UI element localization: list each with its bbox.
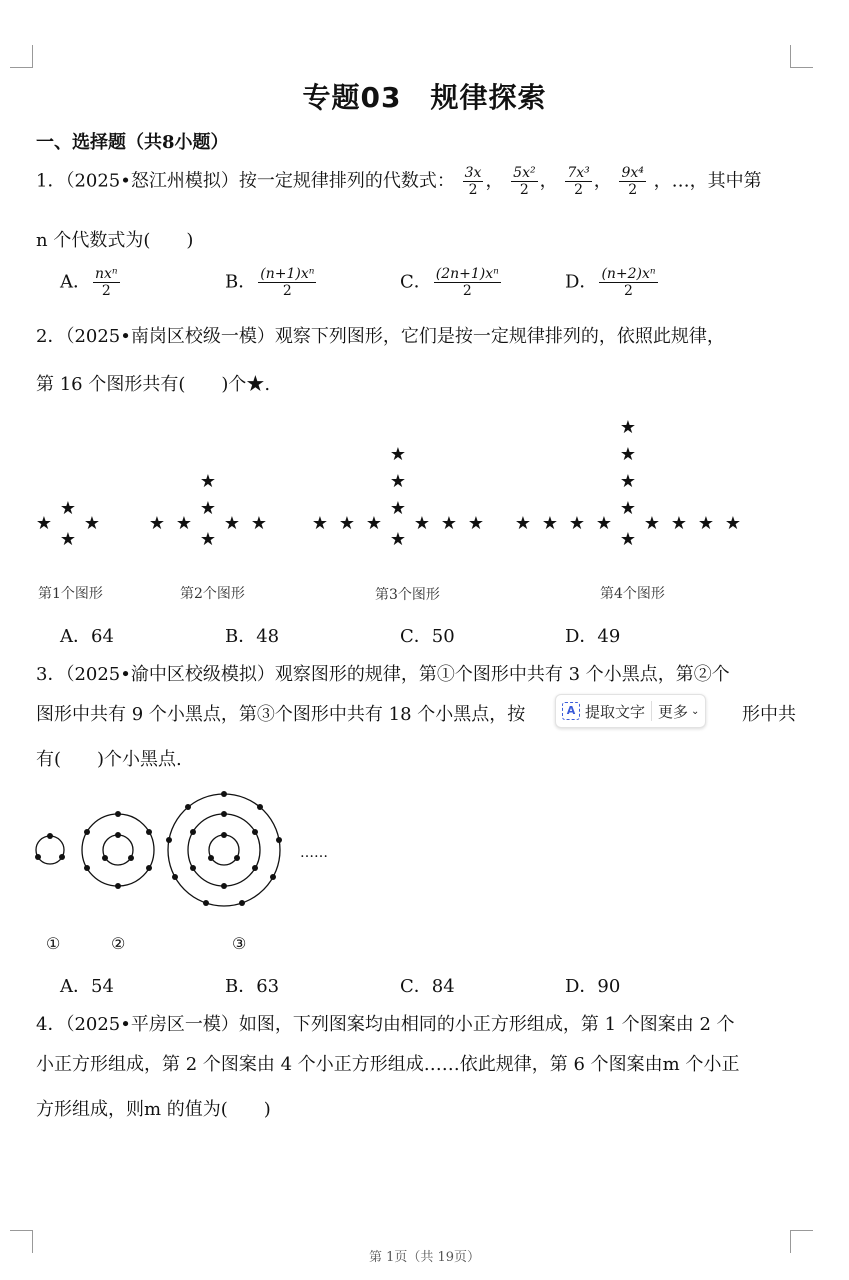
page-corner-mark <box>10 45 33 68</box>
star-icon: ★ <box>619 444 637 465</box>
page-corner-mark <box>790 45 813 68</box>
star-icon: ★ <box>389 498 407 519</box>
star-icon: ★ <box>595 513 613 534</box>
star-icon: ★ <box>199 498 217 519</box>
q1-line1: 1．（2025•怒江州模拟）按一定规律排列的代数式： $\frac{3x}{2}$ ， $\frac{\text{5x²}}{2}$ ， $\frac{\text{7x³}}{2}$ ， $\frac{\text{9x⁴}}{2}$ ，…，其中第 <box>36 165 762 199</box>
q2-option-d[interactable]: D．49 <box>565 626 621 647</box>
star-icon: ★ <box>389 444 407 465</box>
star-icon: ★ <box>643 513 661 534</box>
star-icon: ★ <box>250 513 268 534</box>
q1-option-d[interactable]: D． $\frac{\text{(n+2)xⁿ}}{2}$ <box>565 266 656 300</box>
star-icon: ★ <box>338 513 356 534</box>
star-icon: ★ <box>223 513 241 534</box>
star-icon: ★ <box>413 513 431 534</box>
extract-text-icon: A <box>562 702 580 720</box>
figure-caption: 第1个图形 <box>38 586 103 602</box>
figure-label: ③ <box>232 934 247 953</box>
figure-ellipsis: …… <box>300 845 328 861</box>
q1-term: $\frac{\text{5x²}}{2}$ <box>513 165 536 199</box>
star-icon: ★ <box>59 529 77 550</box>
star-icon: ★ <box>440 513 458 534</box>
figure-label: ② <box>111 934 126 953</box>
extract-text-button[interactable]: A 提取文字 <box>556 695 651 727</box>
q3-option-a[interactable]: A．54 <box>60 976 114 997</box>
star-icon: ★ <box>541 513 559 534</box>
page-title: 专题03 规律探索 <box>302 81 547 114</box>
section-heading: 一、选择题（共8小题） <box>36 132 229 153</box>
q3-line2-end: 形中共 <box>742 704 796 725</box>
figure-caption: 第4个图形 <box>600 586 665 602</box>
star-icon: ★ <box>619 529 637 550</box>
figure-label: ① <box>46 934 61 953</box>
q1-stem: 1．（2025•怒江州模拟）按一定规律排列的代数式： <box>36 170 455 192</box>
q1-line2: n 个代数式为( ) <box>36 230 194 251</box>
q1-option-a[interactable]: A． $\frac{\text{nxⁿ}}{2}$ <box>60 266 118 300</box>
figure-caption: 第2个图形 <box>180 586 245 602</box>
q4-line2: 小正方形组成，第 2 个图案由 4 个小正方形组成……依此规律，第 6 个图案由m 个小正 <box>36 1054 740 1075</box>
q3-option-b[interactable]: B．63 <box>225 976 280 997</box>
star-icon: ★ <box>619 471 637 492</box>
page-footer: 第 1页（共 19页） <box>368 1250 481 1265</box>
star-icon: ★ <box>83 513 101 534</box>
q1-option-b[interactable]: B． $\frac{\text{(n+1)xⁿ}}{2}$ <box>225 266 315 300</box>
circle-figure-1 <box>35 833 65 864</box>
star-icon: ★ <box>467 513 485 534</box>
dot-circles-figure <box>28 785 388 920</box>
star-icon: ★ <box>365 513 383 534</box>
q1-term: $\frac{3x}{2}$ <box>464 165 482 199</box>
star-icon: ★ <box>199 471 217 492</box>
q2-option-a[interactable]: A．64 <box>60 626 114 647</box>
q2-line1: 2．（2025•南岗区校级一模）观察下列图形，它们是按一定规律排列的，依照此规律， <box>36 326 725 347</box>
q1-option-c[interactable]: C． $\frac{\text{(2n+1)xⁿ}}{2}$ <box>400 266 499 300</box>
q3-line2: 图形中共有 9 个小黑点，第③个图形中共有 18 个小黑点，按 <box>36 704 526 725</box>
star-icon: ★ <box>389 529 407 550</box>
q3-option-d[interactable]: D．90 <box>565 976 621 997</box>
star-icon: ★ <box>514 513 532 534</box>
star-icon: ★ <box>724 513 742 534</box>
q2-line2: 第 16 个图形共有( )个★. <box>36 374 271 395</box>
q3-line3: 有( )个小黑点. <box>36 749 182 770</box>
figure-caption: 第3个图形 <box>375 587 440 603</box>
circle-figure-3 <box>166 791 282 906</box>
q4-line3: 方形组成，则m 的值为( ) <box>36 1099 271 1120</box>
star-icon: ★ <box>35 513 53 534</box>
star-icon: ★ <box>389 471 407 492</box>
star-icon: ★ <box>619 498 637 519</box>
q1-stem-end: ，…，其中第 <box>653 170 762 192</box>
star-icon: ★ <box>568 513 586 534</box>
q3-option-c[interactable]: C．84 <box>400 976 455 997</box>
q2-option-c[interactable]: C．50 <box>400 626 455 647</box>
star-icon: ★ <box>175 513 193 534</box>
star-icon: ★ <box>311 513 329 534</box>
star-icon: ★ <box>59 498 77 519</box>
q2-option-b[interactable]: B．48 <box>225 626 280 647</box>
star-icon: ★ <box>670 513 688 534</box>
star-icon: ★ <box>148 513 166 534</box>
star-icon: ★ <box>619 417 637 438</box>
chevron-down-icon: ⌄ <box>691 705 700 717</box>
q1-term: $\frac{\text{7x³}}{2}$ <box>567 165 590 199</box>
q3-line1: 3．（2025•渝中区校级模拟）观察图形的规律，第①个图形中共有 3 个小黑点，第②个 <box>36 664 730 685</box>
star-icon: ★ <box>697 513 715 534</box>
star-icon: ★ <box>199 529 217 550</box>
more-button[interactable]: 更多 ⌄ <box>658 702 700 721</box>
floating-toolbar <box>555 694 706 728</box>
q1-term: $\frac{\text{9x⁴}}{2}$ <box>621 165 644 199</box>
circle-figure-2 <box>82 811 154 889</box>
q4-line1: 4．（2025•平房区一模）如图，下列图案均由相同的小正方形组成，第 1 个图案由 2 个 <box>36 1014 735 1035</box>
